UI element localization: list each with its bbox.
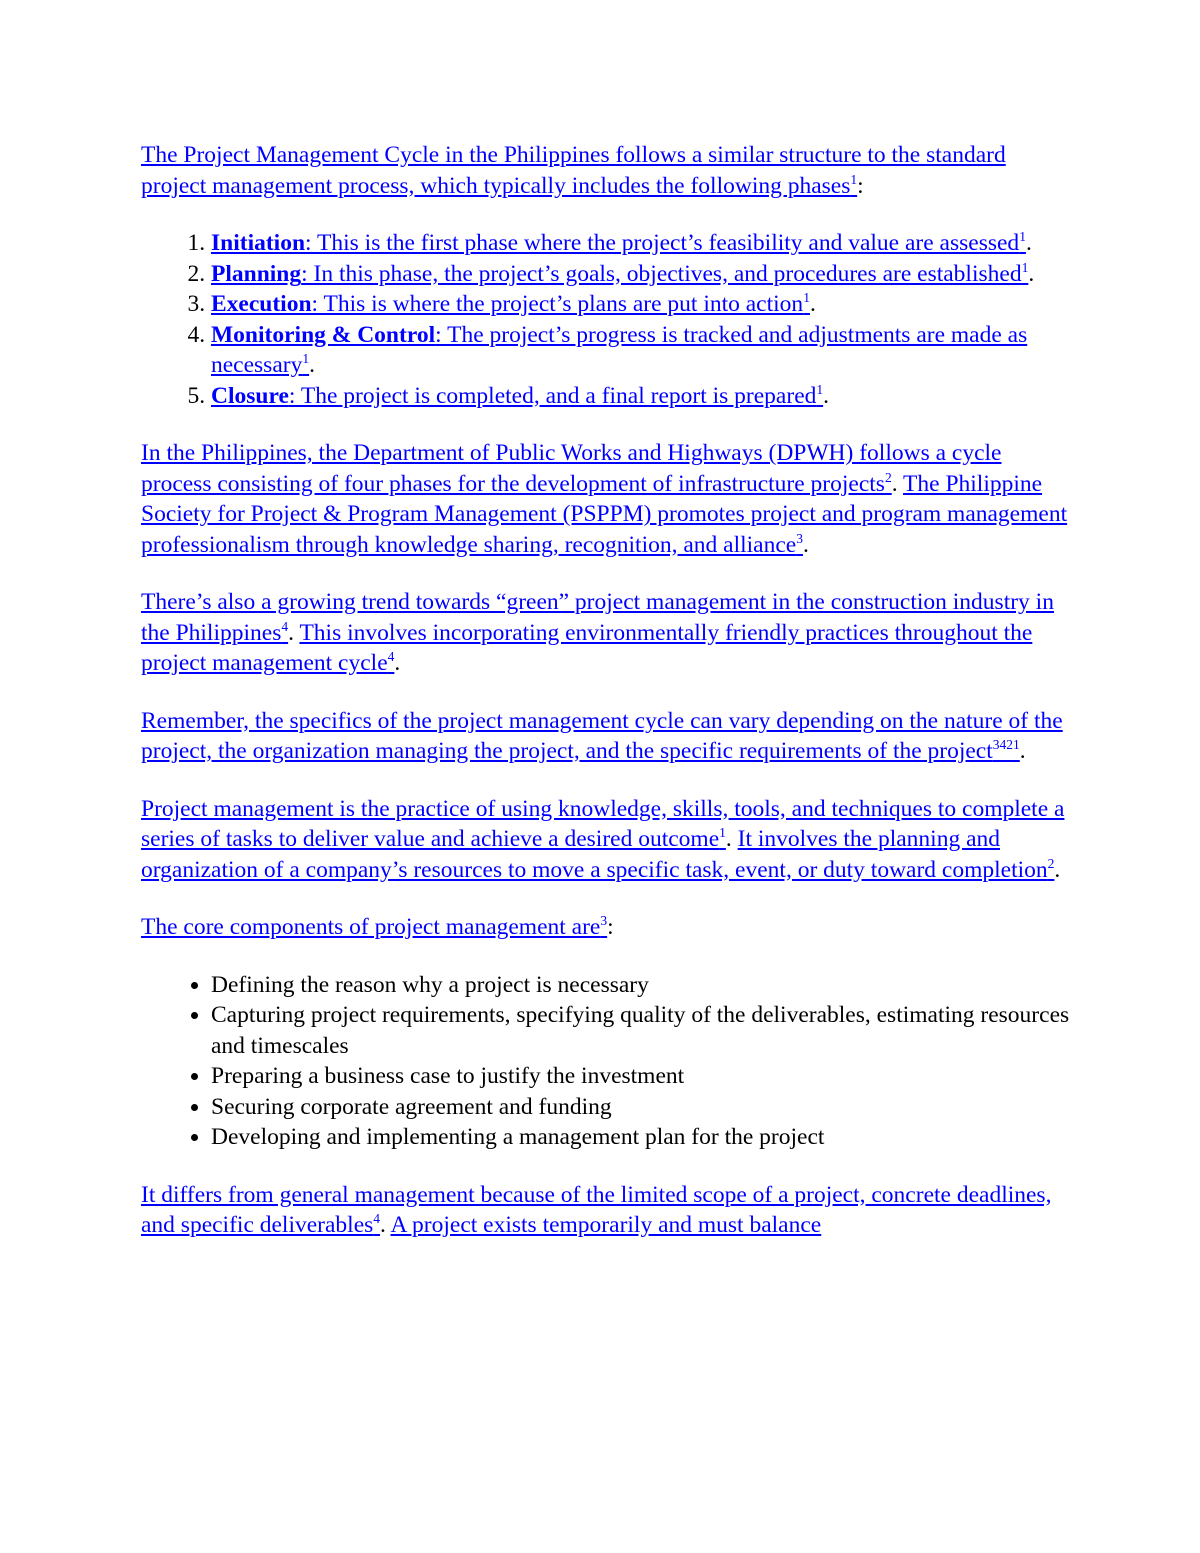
intro-link[interactable]: The Project Management Cycle in the Philippines follows a similar structure to the standard project management process, which typically includes the following phases$^1$	[141, 142, 1006, 199]
footnote-ref: 1	[850, 171, 858, 187]
phase-link-initiation[interactable]: Initiation: This is the first phase where the project’s feasibility and value are assessed$^1$	[211, 229, 1026, 256]
green-trend-link[interactable]: There’s also a growing trend towards “green” project management in the construction industry in the Philippines$^4$	[141, 589, 1054, 646]
phase-item: 4. Monitoring & Control: The project’s progress is tracked and adjustments are made as necessary$^1$.	[211, 320, 1070, 381]
footnote-ref: 1	[803, 290, 810, 306]
footnote-ref: 4	[387, 649, 395, 665]
list-item: • Preparing a business case to justify the investment	[211, 1061, 1070, 1092]
footnote-ref: 1	[302, 351, 310, 367]
phase-item: 3. Execution: This is where the project’s plans are put into action$^1$.	[211, 289, 1070, 320]
psppm-link[interactable]: The Philippine Society for Project & Program Management (PSPPM) promotes project and program management professionalism through knowledge sharing, recognition, and alliance$^3$	[141, 470, 1068, 558]
list-item: • Defining the reason why a project is necessary	[211, 970, 1070, 1001]
footnote-ref: 1	[719, 825, 726, 841]
remember-paragraph: Remember, the specifics of the project management cycle can vary depending on the nature of the project, the organization managing the project, and the specific requirements of the project$^{3421}$.	[141, 707, 1063, 764]
resources-link[interactable]: It involves the planning and organization of a company’s resources to move a specific task, event, or duty toward completion$^2$	[141, 826, 1055, 883]
phase-link-execution[interactable]: Execution: This is where the project’s plans are put into action$^1$	[211, 290, 810, 317]
phase-item: 1. Initiation: This is the first phase where the project’s feasibility and value are assessed$^1$.	[211, 228, 1070, 259]
footnote-ref: 3	[600, 913, 608, 929]
footnote-ref: 1	[1019, 229, 1026, 245]
list-item: • Developing and implementing a management plan for the project	[211, 1122, 1070, 1153]
dpwh-paragraph: In the Philippines, the Department of Public Works and Highways (DPWH) follows a cycle process consisting of four phases for the development of infrastructure projects$^2$. The Philippine Society for Project & Program Management (PSPPM) promotes project and program management professionalism through knowledge sharing, recognition, and alliance$^3$.	[141, 440, 1068, 558]
list-item: • Capturing project requirements, specifying quality of the deliverables, estimating resources and timescales	[211, 1000, 1070, 1061]
footnote-ref: 3421	[992, 737, 1020, 753]
phase-link-monitoring[interactable]: Monitoring & Control: The project’s progress is tracked and adjustments are made as necessary$^1$	[211, 321, 1028, 378]
remember-link[interactable]: Remember, the specifics of the project management cycle can vary depending on the nature of the project, the organization managing the project, and the specific requirements of the project$^{3421}$	[141, 707, 1063, 764]
footnote-ref: 2	[884, 469, 892, 485]
footnote-ref: 4	[281, 618, 289, 634]
differs-link[interactable]: It differs from general management because of the limited scope of a project, concrete deadlines, and specific deliverables$^4$	[141, 1181, 1052, 1238]
footnote-ref: 1	[1021, 259, 1029, 275]
temporary-link[interactable]: A project exists temporarily and must balance	[390, 1212, 822, 1238]
footnote-ref: 2	[1047, 855, 1055, 871]
footnote-ref: 3	[796, 530, 803, 546]
phase-item: 2. Planning: In this phase, the project’s goals, objectives, and procedures are established$^1$.	[211, 259, 1070, 290]
footnote-ref: 4	[373, 1211, 381, 1227]
phase-item: 5. Closure: The project is completed, and a final report is prepared$^1$.	[211, 381, 1070, 412]
phase-link-planning[interactable]: Planning: In this phase, the project’s goals, objectives, and procedures are established$^1$	[211, 259, 1029, 287]
intro-paragraph: The Project Management Cycle in the Philippines follows a similar structure to the standard project management process, which typically includes the following phases$^1$:	[141, 142, 1006, 199]
components-intro-paragraph: The core components of project management are$^3$:	[141, 913, 614, 940]
components-list	[141, 970, 1070, 1153]
phase-link-closure[interactable]: Closure: The project is completed, and a final report is prepared$^1$	[211, 381, 824, 409]
definition-link[interactable]: Project management is the practice of using knowledge, skills, tools, and techniques to complete a series of tasks to deliver value and achieve a desired outcome$^1$	[141, 795, 1065, 852]
components-link[interactable]: The core components of project management are$^3$	[141, 913, 608, 940]
green-practices-link[interactable]: This involves incorporating environmentally friendly practices throughout the project management cycle$^4$	[141, 619, 1033, 676]
green-paragraph: There’s also a growing trend towards “green” project management in the construction industry in the Philippines$^4$. This involves incorporating environmentally friendly practices throughout the project management cycle$^4$.	[141, 589, 1054, 676]
dpwh-link[interactable]: In the Philippines, the Department of Public Works and Highways (DPWH) follows a cycle process consisting of four phases for the development of infrastructure projects$^2$	[141, 440, 1002, 497]
footnote-ref: 1	[816, 381, 824, 397]
phase-list	[141, 228, 1070, 411]
definition-paragraph: Project management is the practice of using knowledge, skills, tools, and techniques to complete a series of tasks to deliver value and achieve a desired outcome$^1$. It involves the planning and organization of a company’s resources to move a specific task, event, or duty toward completion$^2$.	[141, 795, 1065, 883]
list-item: • Securing corporate agreement and funding	[211, 1092, 1070, 1123]
differs-paragraph: It differs from general management because of the limited scope of a project, concrete deadlines, and specific deliverables$^4$. A project exists temporarily and must balance	[141, 1181, 1052, 1238]
